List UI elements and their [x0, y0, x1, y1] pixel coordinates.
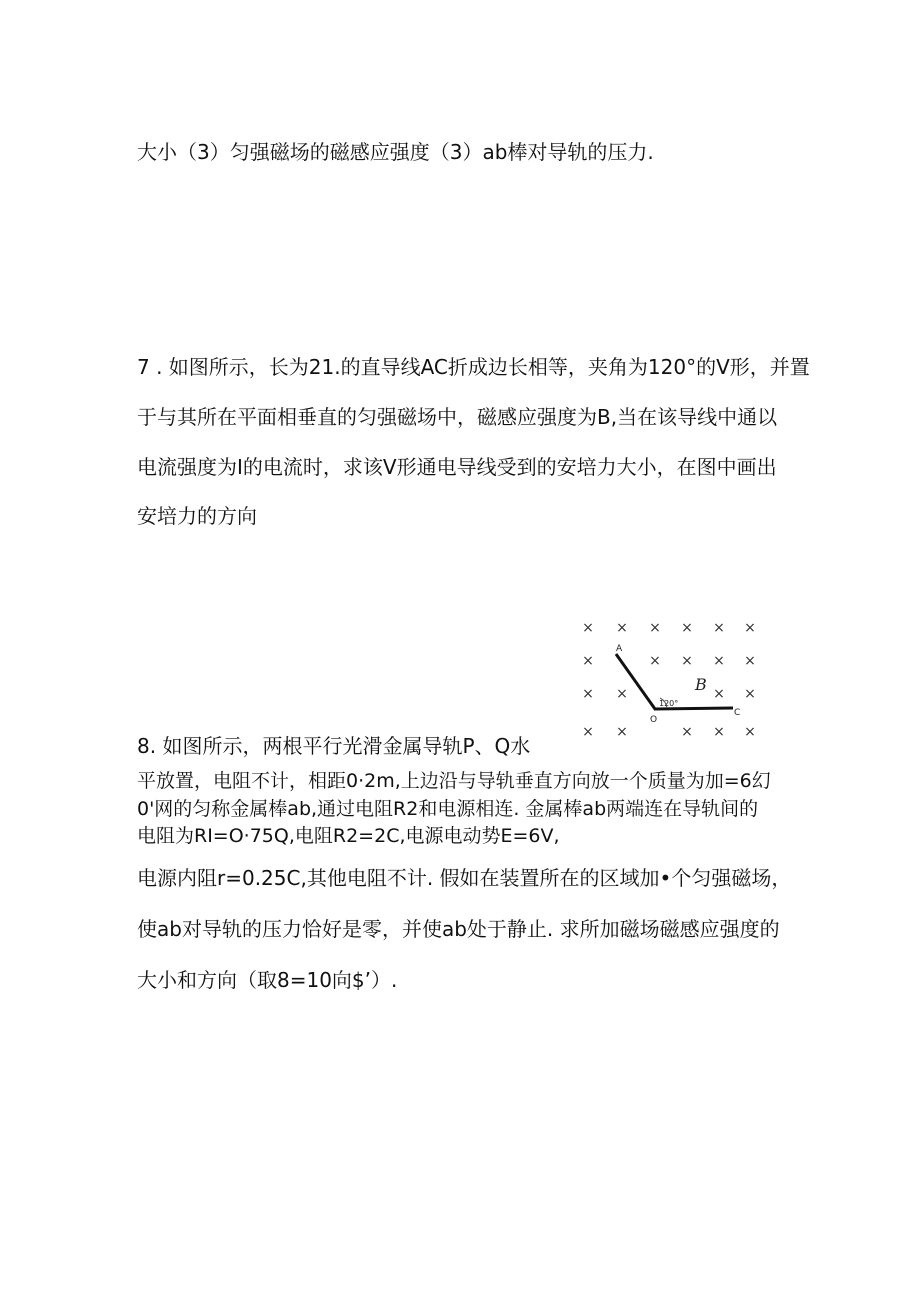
field-cross: ×	[582, 620, 594, 636]
field-cross: ×	[744, 653, 756, 669]
field-cross: ×	[649, 620, 661, 636]
field-cross: ×	[616, 724, 628, 740]
field-cross: ×	[744, 724, 756, 740]
figure-svg	[576, 612, 766, 747]
field-cross: ×	[582, 686, 594, 702]
label-c: C	[734, 708, 741, 718]
label-a: A	[616, 644, 623, 654]
field-cross: ×	[649, 653, 661, 669]
field-cross: ×	[582, 653, 594, 669]
field-cross: ×	[616, 620, 628, 636]
question-6-tail: 大小（3）匀强磁场的磁感应强度（3）ab棒对导轨的压力.	[137, 140, 654, 164]
question-7-line-2: 于与其所在平面相垂直的匀强磁场中，磁感应强度为B,当在该导线中通以	[137, 405, 778, 429]
question-8-line-1: 8. 如图所示，两根平行光滑金属导轨P、Q水	[137, 734, 531, 758]
question-8-line-2: 平放置，电阻不计，相距0·2m,上边沿与导轨垂直方向放一个质量为加=6幻	[137, 770, 771, 792]
field-cross: ×	[744, 620, 756, 636]
field-cross: ×	[616, 686, 628, 702]
label-field-b: B	[695, 675, 707, 694]
field-cross: ×	[744, 686, 756, 702]
field-cross: ×	[681, 620, 693, 636]
field-cross: ×	[713, 620, 725, 636]
field-cross: ×	[681, 724, 693, 740]
label-angle: 120°	[659, 699, 679, 708]
field-cross: ×	[582, 724, 594, 740]
question-7-line-4: 安培力的方向	[137, 504, 257, 528]
question-8-line-5: 电源内阻r=0.25C,其他电阻不计. 假如在装置所在的区域加•个匀强磁场，	[137, 866, 792, 890]
question-8-line-6: 使ab对导轨的压力恰好是零，并使ab处于静止. 求所加磁场磁感应强度的	[137, 917, 780, 941]
field-cross: ×	[713, 724, 725, 740]
question-7-line-3: 电流强度为I的电流时，求该V形通电导线受到的安培力大小，在图中画出	[137, 455, 777, 479]
question-7-line-1: 7 . 如图所示，长为21.的直导线AC折成边长相等，夹角为120°的V形，并置	[137, 355, 810, 379]
label-o: O	[650, 715, 658, 725]
question-8-line-4: 电阻为RI=O·75Q,电阻R2=2C,电源电动势E=6V,	[137, 825, 560, 847]
field-cross: ×	[713, 653, 725, 669]
field-cross: ×	[713, 686, 725, 702]
field-cross: ×	[681, 653, 693, 669]
question-8-line-3: 0'网的匀称金属棒ab,通过电阻R2和电源相连. 金属棒ab两端连在导轨间的	[137, 798, 759, 820]
question-8-line-7: 大小和方向（取8=10向$’）.	[137, 968, 398, 992]
v-shaped-wire-magnetic-field-figure	[576, 612, 766, 747]
